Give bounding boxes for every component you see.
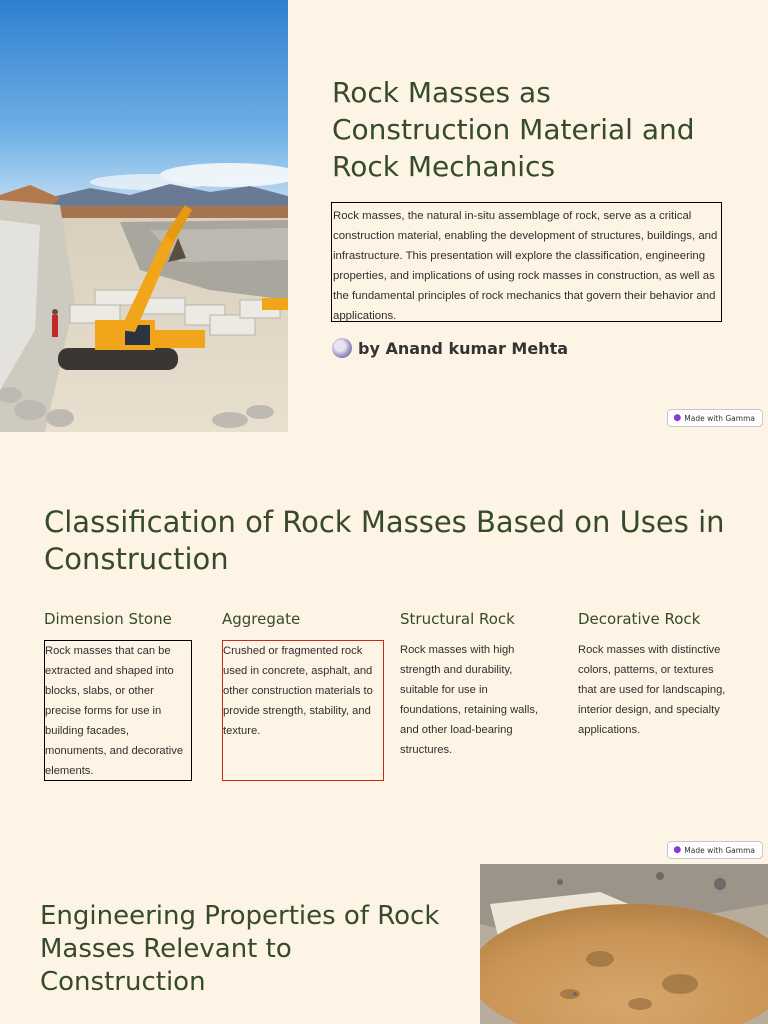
avatar [332,338,352,358]
column-text: Crushed or fragmented rock used in concrete, asphalt, and other construction materials to provide strength, stability, and texture. [223,645,373,737]
title-slide [0,0,768,432]
column-text: Rock masses with high strength and durability, suitable for use in foundations, retaining walls, and other load-bearing structures. [400,644,539,756]
author-line [332,338,568,358]
made-with-gamma-badge[interactable] [667,841,763,859]
column-text: Rock masses that can be extracted and shaped into blocks, slabs, or other precise forms for use in building facades, monuments, and decorative elements. [45,645,184,777]
badge-label: Made with Gamma [684,413,755,423]
made-with-gamma-badge[interactable] [667,409,763,427]
column-text-box-selected[interactable] [222,640,384,781]
column-dimension-stone [44,608,194,777]
column-structural-rock [400,608,550,756]
column-heading: Structural Rock [400,610,515,628]
intro-paragraph-box[interactable] [331,202,722,322]
column-text-box[interactable] [44,640,192,781]
column-decorative-rock [578,608,728,736]
engineering-properties-slide [0,864,768,1024]
classification-title: Classification of Rock Masses Based on Uses in Construction [44,505,725,576]
author-name: by Anand kumar Mehta [358,338,569,358]
column-aggregate [222,608,373,737]
column-heading: Dimension Stone [44,610,172,628]
column-text: Rock masses with distinctive colors, patterns, or textures that are used for landscaping, interior design, and specialty applications. [578,644,726,736]
gamma-logo-icon: ● [673,413,682,423]
column-text-box[interactable] [400,640,548,781]
engineering-properties-title: Engineering Properties of Rock Masses Relevant to Construction [40,901,440,997]
classification-slide [0,432,768,864]
gamma-logo-icon: ● [673,845,682,855]
intro-paragraph: Rock masses, the natural in-situ assemblage of rock, serve as a critical construction material, enabling the development of structures, buildings, and infrastructure. This presentation will explore the classification, engineering properties, and implications of using rock masses in construction, as well as the fundamental principles of rock mechanics that govern their behavior and applications. [333,210,718,322]
column-heading: Decorative Rock [578,610,701,628]
badge-label: Made with Gamma [684,845,755,855]
column-text-box[interactable] [578,640,726,781]
column-heading: Aggregate [222,610,301,628]
rock-closeup-image [480,864,768,1024]
presentation-title: Rock Masses as Construction Material and Rock Mechanics [332,76,695,183]
quarry-excavator-image [0,0,288,432]
